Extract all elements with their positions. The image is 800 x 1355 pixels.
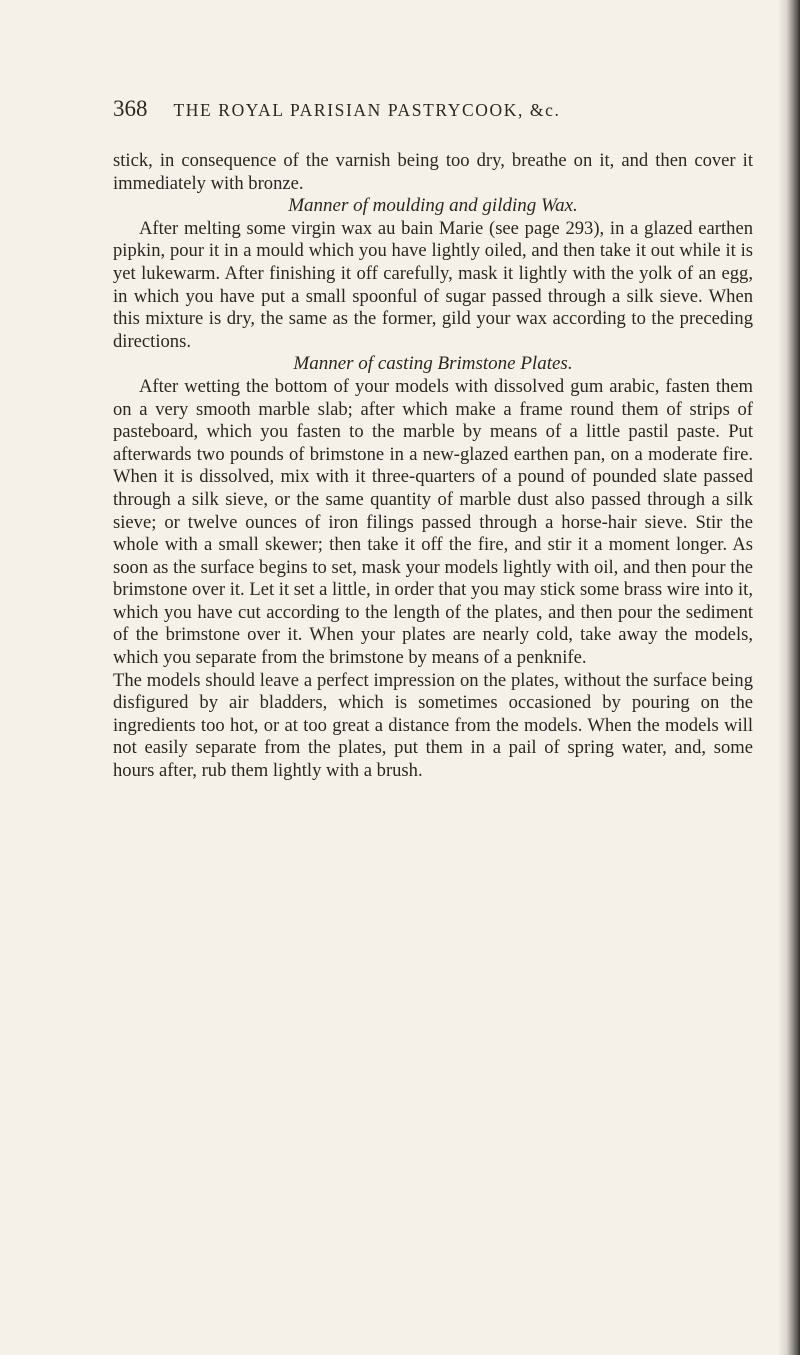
paragraph-brimstone: After wetting the bottom of your models with dissolved gum arabic, fasten them on a very smooth marble slab; after which make a frame round them of strips of pasteboard, which you fasten to the marble by means of a little pastil paste. Put afterwards two pounds of brimstone in a new-glazed earthen pan, on a moderate fire. When it is dissolved, mix with it three-quarters of a pound of pounded slate passed through a silk sieve, or the same quantity of marble dust also passed through a silk sieve; or twelve ounces of iron filings passed through a horse-hair sieve. Stir the whole with a small skewer; then take it off the fire, and stir it a moment longer. As soon as the surface begins to set, mask your models lightly with oil, and then pour the brimstone over it. Let it set a little, in order that you may stick some brass wire into it, which you have cut according to the length of the plates, and then pour the sediment of the brimstone over it. When your plates are nearly cold, take away the models, which you separate from the brimstone by means of a penknife.	[113, 375, 753, 669]
running-head: THE ROYAL PARISIAN PASTRYCOOK, &c.	[173, 100, 561, 120]
paragraph-continuation: stick, in consequence of the varnish being too dry, breathe on it, and then cover it immediately with bronze.	[113, 150, 753, 194]
page-header	[113, 96, 753, 136]
section-heading-brimstone: Manner of casting Brimstone Plates.	[293, 353, 573, 375]
paragraph-models: The models should leave a perfect impression on the plates, without the surface being disfigured by air bladders, which is sometimes occasioned by pouring on the ingredients too hot, or at too great a distance from the models. When the models will not easily separate from the plates, put them in a pail of spring water, and, some hours after, rub them lightly with a brush.	[113, 669, 753, 782]
page-edge-shadow	[778, 0, 800, 1355]
page-number: 368	[113, 96, 148, 121]
paragraph-wax: After melting some virgin wax au bain Marie (see page 293), in a glazed earthen pipkin, pour it in a mould which you have lightly oiled, and then take it out while it is yet lukewarm. After finishing it off carefully, mask it lightly with the yolk of an egg, in which you have put a small spoonful of sugar passed through a silk sieve. When this mixture is dry, the same as the former, gild your wax according to the preceding directions.	[113, 217, 753, 352]
page-body	[113, 150, 753, 783]
section-heading-wax: Manner of moulding and gilding Wax.	[288, 195, 578, 217]
